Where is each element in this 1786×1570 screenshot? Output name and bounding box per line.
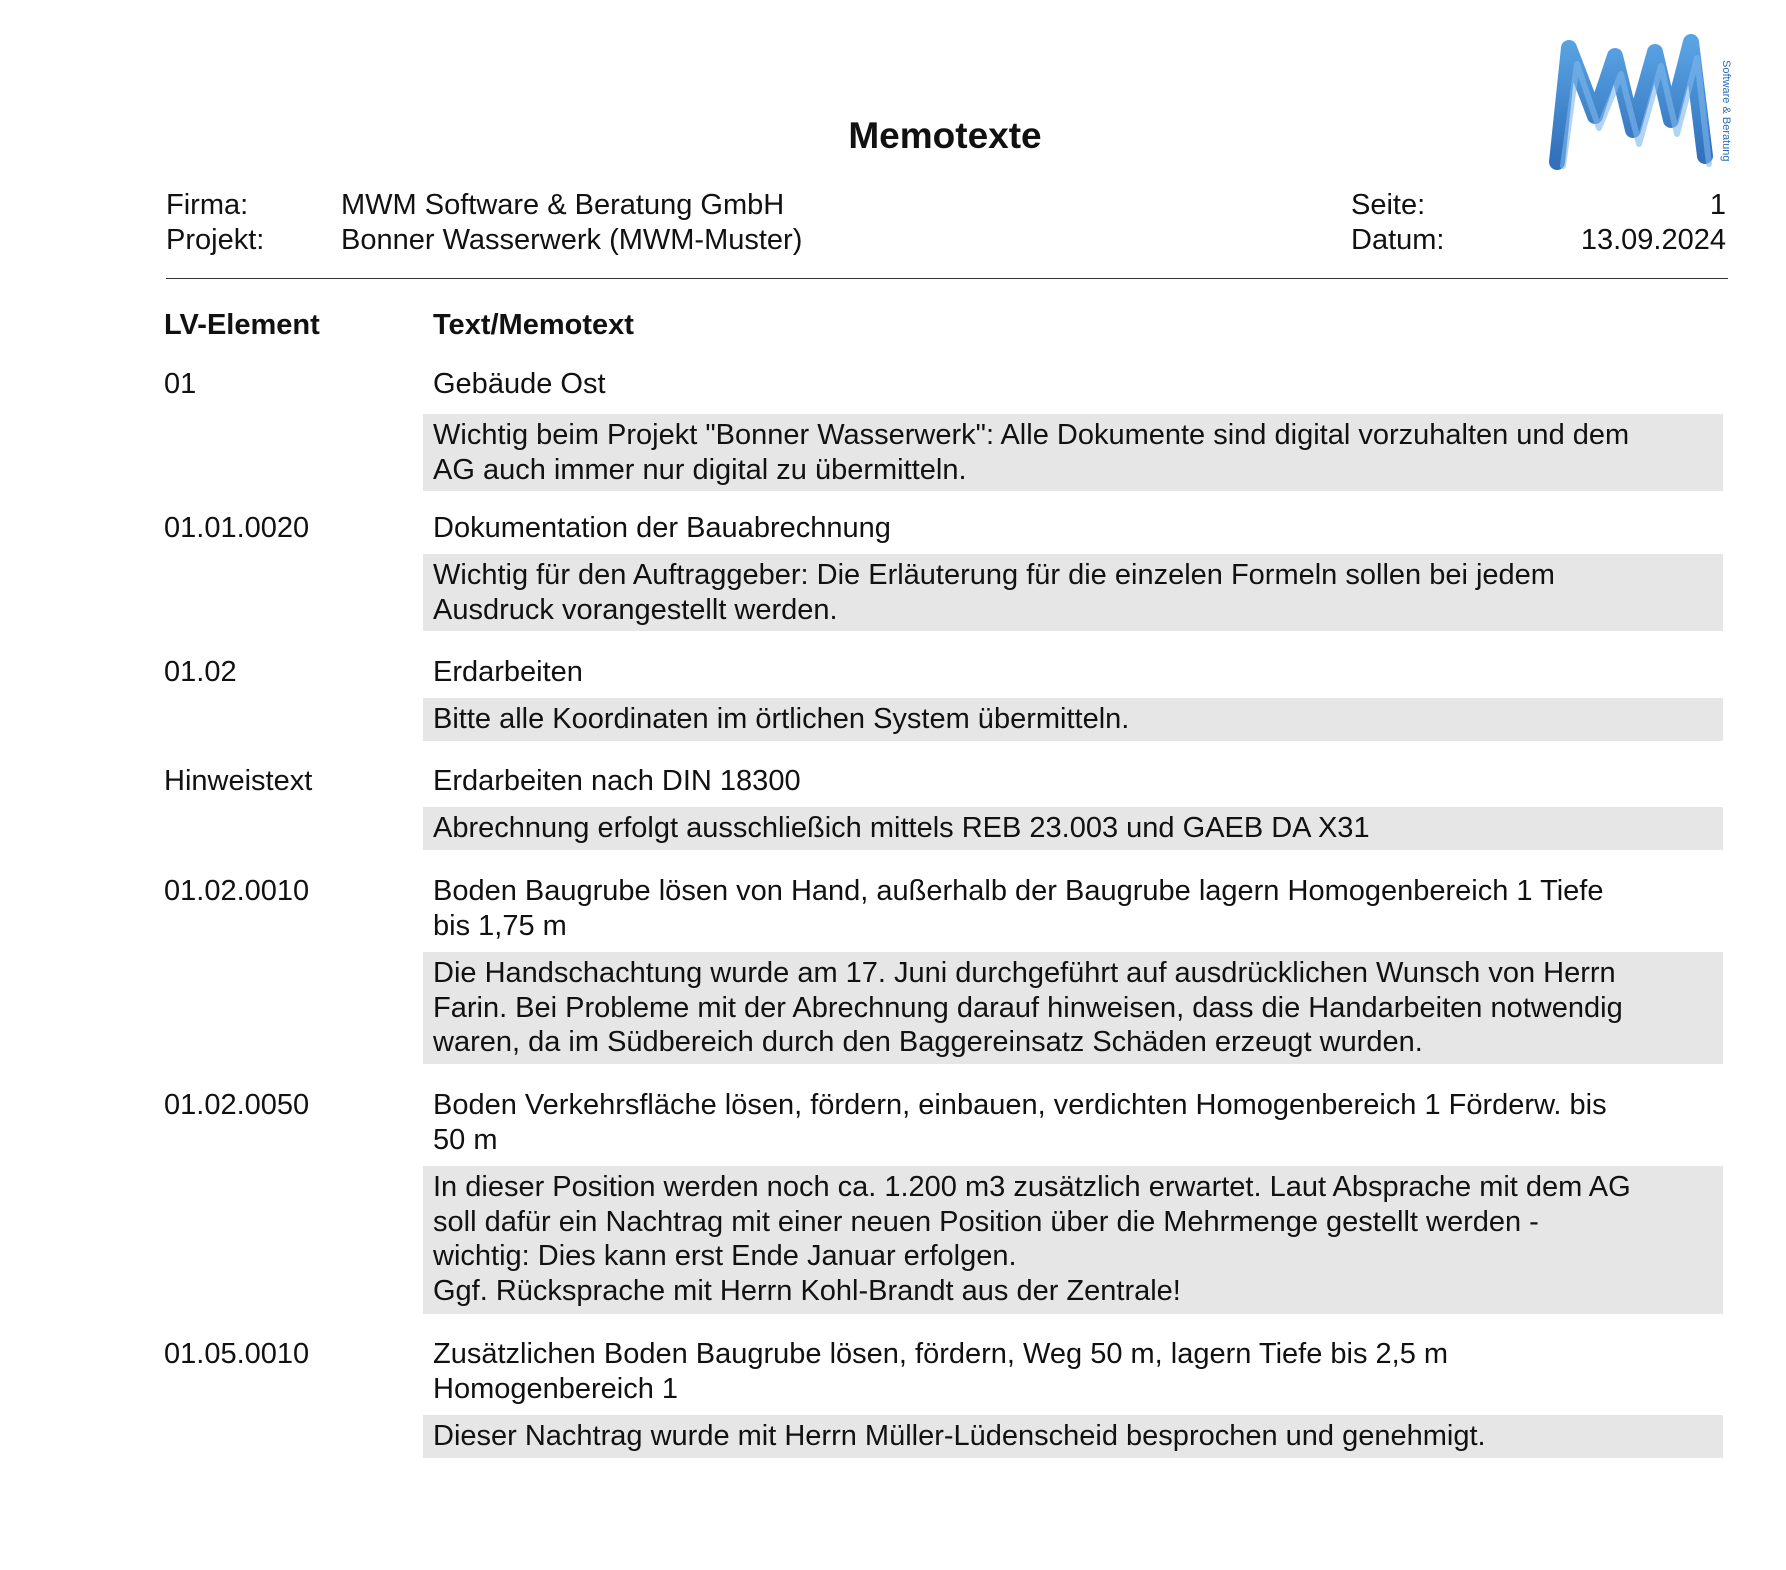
entry-title-line: 50 m — [433, 1123, 498, 1156]
memo-line: Wichtig beim Projekt "Bonner Wasserwerk": Alle Dokumente sind digital vorzuhalten und dem — [433, 419, 1630, 451]
entry-memo — [423, 807, 1723, 850]
entry-title-line: Gebäude Ost — [433, 368, 606, 400]
entry-title-line: Homogenbereich 1 — [433, 1372, 679, 1405]
entry-memo — [423, 952, 1723, 1064]
entry-memo — [423, 554, 1723, 631]
memo-line: wichtig: Dies kann erst Ende Januar erfolgen. — [433, 1240, 1017, 1272]
projekt-label: Projekt: — [166, 224, 265, 256]
entry-title-line: Boden Verkehrsfläche lösen, fördern, einbauen, verdichten Homogenbereich 1 Förderw. bis — [433, 1089, 1607, 1121]
entry-memo — [423, 1166, 1723, 1314]
memo-line: Die Handschachtung wurde am 17. Juni durchgeführt auf ausdrücklichen Wunsch von Herrn — [433, 957, 1616, 989]
entry-title-line: Boden Baugrube lösen von Hand, außerhalb der Baugrube lagern Homogenbereich 1 Tiefe — [433, 875, 1604, 907]
entry-title — [433, 367, 1723, 402]
entry-code: Hinweistext — [164, 765, 313, 797]
page-title: Memotexte — [848, 115, 1042, 156]
firma-label: Firma: — [166, 189, 249, 221]
memo-line: Ausdruck vorangestellt werden. — [433, 593, 838, 626]
memo-line: Bitte alle Koordinaten im örtlichen System übermitteln. — [433, 703, 1130, 735]
entry-title-line: bis 1,75 m — [433, 909, 567, 942]
memo-line: In dieser Position werden noch ca. 1.200 m3 zusätzlich erwartet. Laut Absprache mit dem AG — [433, 1171, 1631, 1203]
logo-tagline: Software & Beratung — [1720, 60, 1732, 162]
memo-line: Farin. Bei Probleme mit der Abrechnung darauf hinweisen, dass die Handarbeiten notwendig — [433, 991, 1623, 1024]
entry-code: 01.02.0050 — [164, 1089, 310, 1121]
entry-code: 01.02 — [164, 656, 237, 688]
datum-value: 13.09.2024 — [1580, 224, 1726, 256]
entry-title — [433, 764, 1723, 799]
firma-value: MWM Software & Beratung GmbH — [341, 189, 785, 221]
entry-title — [433, 655, 1723, 690]
entry-title-line: Erdarbeiten — [433, 656, 583, 688]
entry-memo — [423, 1415, 1723, 1458]
entry-code: 01.02.0010 — [164, 875, 310, 907]
memo-line: soll dafür ein Nachtrag mit einer neuen Position über die Mehrmenge gestellt werden - — [433, 1205, 1539, 1238]
column-header-text: Text/Memotext — [433, 309, 634, 341]
seite-value: 1 — [1709, 189, 1726, 221]
entry-title-line: Zusätzlichen Boden Baugrube lösen, fördern, Weg 50 m, lagern Tiefe bis 2,5 m — [433, 1338, 1449, 1370]
memo-line: Dieser Nachtrag wurde mit Herrn Müller-Lüdenscheid besprochen und genehmigt. — [433, 1420, 1486, 1452]
projekt-value: Bonner Wasserwerk (MWM-Muster) — [341, 224, 803, 256]
entry-memo — [423, 414, 1723, 491]
entry-title — [433, 1337, 1723, 1406]
header-divider — [166, 278, 1728, 279]
memo-line: waren, da im Südbereich durch den Baggereinsatz Schäden erzeugt wurden. — [433, 1026, 1423, 1058]
memo-line: Wichtig für den Auftraggeber: Die Erläuterung für die einzelen Formeln sollen bei jedem — [433, 559, 1555, 591]
entry-memo — [423, 698, 1723, 741]
entry-title — [433, 874, 1723, 943]
seite-label: Seite: — [1351, 189, 1426, 221]
datum-label: Datum: — [1351, 224, 1445, 256]
column-header-element: LV-Element — [164, 309, 320, 341]
entry-title-line: Dokumentation der Bauabrechnung — [433, 512, 891, 544]
entry-title — [433, 1088, 1723, 1157]
memo-line: AG auch immer nur digital zu übermitteln. — [433, 453, 967, 486]
memo-line: Abrechnung erfolgt ausschließich mittels REB 23.003 und GAEB DA X31 — [433, 812, 1370, 844]
entry-title-line: Erdarbeiten nach DIN 18300 — [433, 765, 801, 797]
entry-code: 01.01.0020 — [164, 512, 310, 544]
entry-code: 01.05.0010 — [164, 1338, 310, 1370]
memo-line: Ggf. Rücksprache mit Herrn Kohl-Brandt aus der Zentrale! — [433, 1274, 1181, 1307]
entry-code: 01 — [164, 368, 197, 400]
entry-title — [433, 511, 1723, 546]
